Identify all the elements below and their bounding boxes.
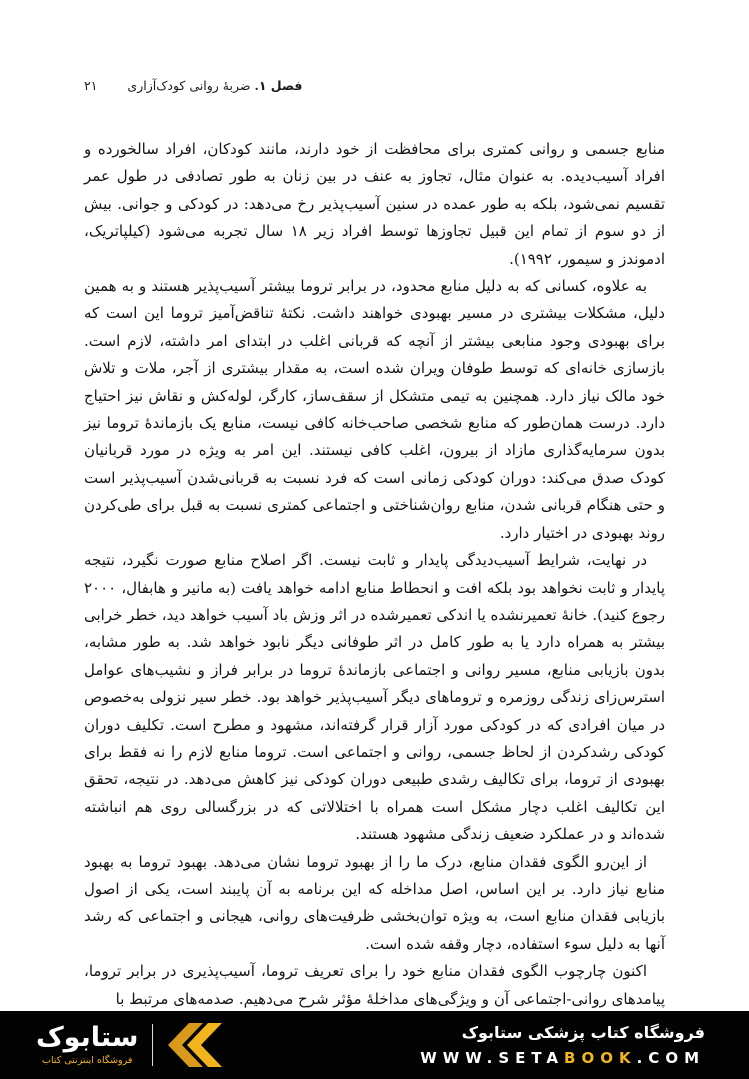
page-number: ۲۱ — [84, 78, 98, 93]
chevron-emblem-icon — [167, 1022, 223, 1068]
footer-bar — [0, 1011, 749, 1079]
website-accent: BOOK — [564, 1049, 637, 1067]
store-info — [420, 1023, 705, 1067]
paragraph: در نهایت، شرایط آسیب‌دیدگی پایدار و ثابت نیست. اگر اصلاح منابع صورت نگیرد، نتیجه پایدار و ثابت نخواهد بود بلکه افت و انحطاط منابع ادامه خواهد یافت (به مانیر و هابفال، ۲۰۰۰ رجوع کنید). خانهٔ تعمیرنشده یا اندکی تعمیرشده در اثر وزش باد آسیب خواهد دید، خطر خرابی بیشتر به همراه دارد یا به طور کامل در اثر طوفانی دیگر نابود خواهد شد. به طور مشابه، بدون بازیابی منابع، مسیر روانی و اجتماعی بازماندهٔ تروما در برابر فراز و نشیب‌های عوامل استرس‌زای زندگی روزمره و تروماهای دیگر آسیب‌پذیر خواهد بود. خطر سیر نزولی به‌خصوص در میان افرادی که در کودکی مورد آزار قرار گرفته‌اند، مشهود و مطرح است. تکلیف دوران کودکی رشدکردن از لحاظ جسمی، روانی و اجتماعی است. تروما منابع لازم را نه فقط برای بهبودی از تروما، برای تکالیف رشدی طبیعی دوران کودکی نیز کاهش می‌دهد. در نتیجه، تحقق این تکالیف اغلب دچار مشکل است همراه با اختلالاتی که در بزرگسالی روی هم انباشته شده‌اند و در عملکرد ضعیف زندگی مشهود هستند. — [84, 551, 665, 844]
paragraph: منابع جسمی و روانی کمتری برای محافظت از خود دارند، مانند کودکان، افراد سالخورده و افراد آسیب‌دیده. به عنوان مثال، تجاوز به عنف در بین زنان به طور تصادفی در طول عمر تقسیم نمی‌شود، بلکه به طور عمده در سنین آسیب‌پذیر رخ می‌دهد: در کودکی و جوانی. بیش از دو سوم از تمام این قبیل تجاوزها توسط افراد زیر ۱۸ سال تجربه می‌شود (کیلپاتریک، ادموندز و سیمور، ۱۹۹۲). — [84, 140, 665, 268]
chapter-label: فصل ۱. — [254, 78, 303, 93]
logo-text-block — [36, 1021, 139, 1067]
chapter-title: ضربهٔ روانی کودک‌آزاری — [127, 78, 251, 93]
paragraph: از این‌رو الگوی فقدان منابع، درک ما را از بهبود تروما نشان می‌دهد. بهبود تروما به بهبود منابع نیاز دارد. بر این اساس، اصل مداخله که این برنامه به آن پایبند است، یکی از اصول بازیابی فقدان منابع است، به ویژه توان‌بخشی ظرفیت‌های روانی، هیجانی و اجتماعی که رشد آنها به دلیل سوء استفاده، دچار وقفه شده است. — [84, 852, 665, 953]
footer-divider — [152, 1024, 153, 1066]
website-prefix: WWW.SETA — [420, 1049, 565, 1067]
body-text — [84, 136, 665, 1013]
logo-wordmark: ستابوک — [36, 1021, 139, 1053]
store-title: فروشگاه کتاب پزشکی ستابوک — [461, 1023, 705, 1042]
setabook-logo — [36, 1022, 223, 1068]
logo-subtitle: فروشگاه اینترنتی کتاب — [42, 1055, 133, 1067]
website-url — [420, 1049, 705, 1067]
website-suffix: .COM — [636, 1049, 705, 1067]
paragraph: به علاوه، کسانی که به دلیل منابع محدود، در برابر تروما بیشتر آسیب‌پذیر هستند و به همین دلیل، مشکلات بیشتری در مسیر بهبودی خواهند داشت. نکتهٔ تناقض‌آمیز تروما این است که برای بهبودی وجود منابعی بیشتر از آنچه که قربانی اغلب در ابتدای امر داشته، لازم است. بازسازی خانه‌ای که توسط طوفان ویران شده است، به مقدار بیشتری از آجر، ملات و تلاش خود مالک نیاز دارد. همچنین به تیمی متشکل از سقف‌ساز، کارگر، لوله‌کش و نقاش نیز احتیاج دارد. درست همان‌طور که منابع شخصی صاحب‌خانه کافی نیست، منابع یک بازماندهٔ تروما نیز بدون سرمایه‌گذاری مازاد از بیرون، اغلب کافی نیستند. این امر به ویژه در مورد قربانیان کودک صدق می‌کند: دوران کودکی زمانی است که فرد نسبت به قربانی‌شدن آسیب‌پذیر است و حتی هنگام قربانی شدن، منابع روان‌شناختی و اجتماعی کمتری نسبت به قبل برای طی‌کردن روند بهبودی در اختیار دارد. — [84, 277, 665, 542]
paragraph: اکنون چارچوب الگوی فقدان منابع خود را برای تعریف تروما، آسیب‌پذیری در برابر تروما، پیامدهای روانی-اجتماعی آن و ویژگی‌های مداخلهٔ مؤثر شرح می‌دهیم. صدمه‌های مرتبط با — [84, 962, 665, 1008]
page-header — [84, 78, 302, 93]
